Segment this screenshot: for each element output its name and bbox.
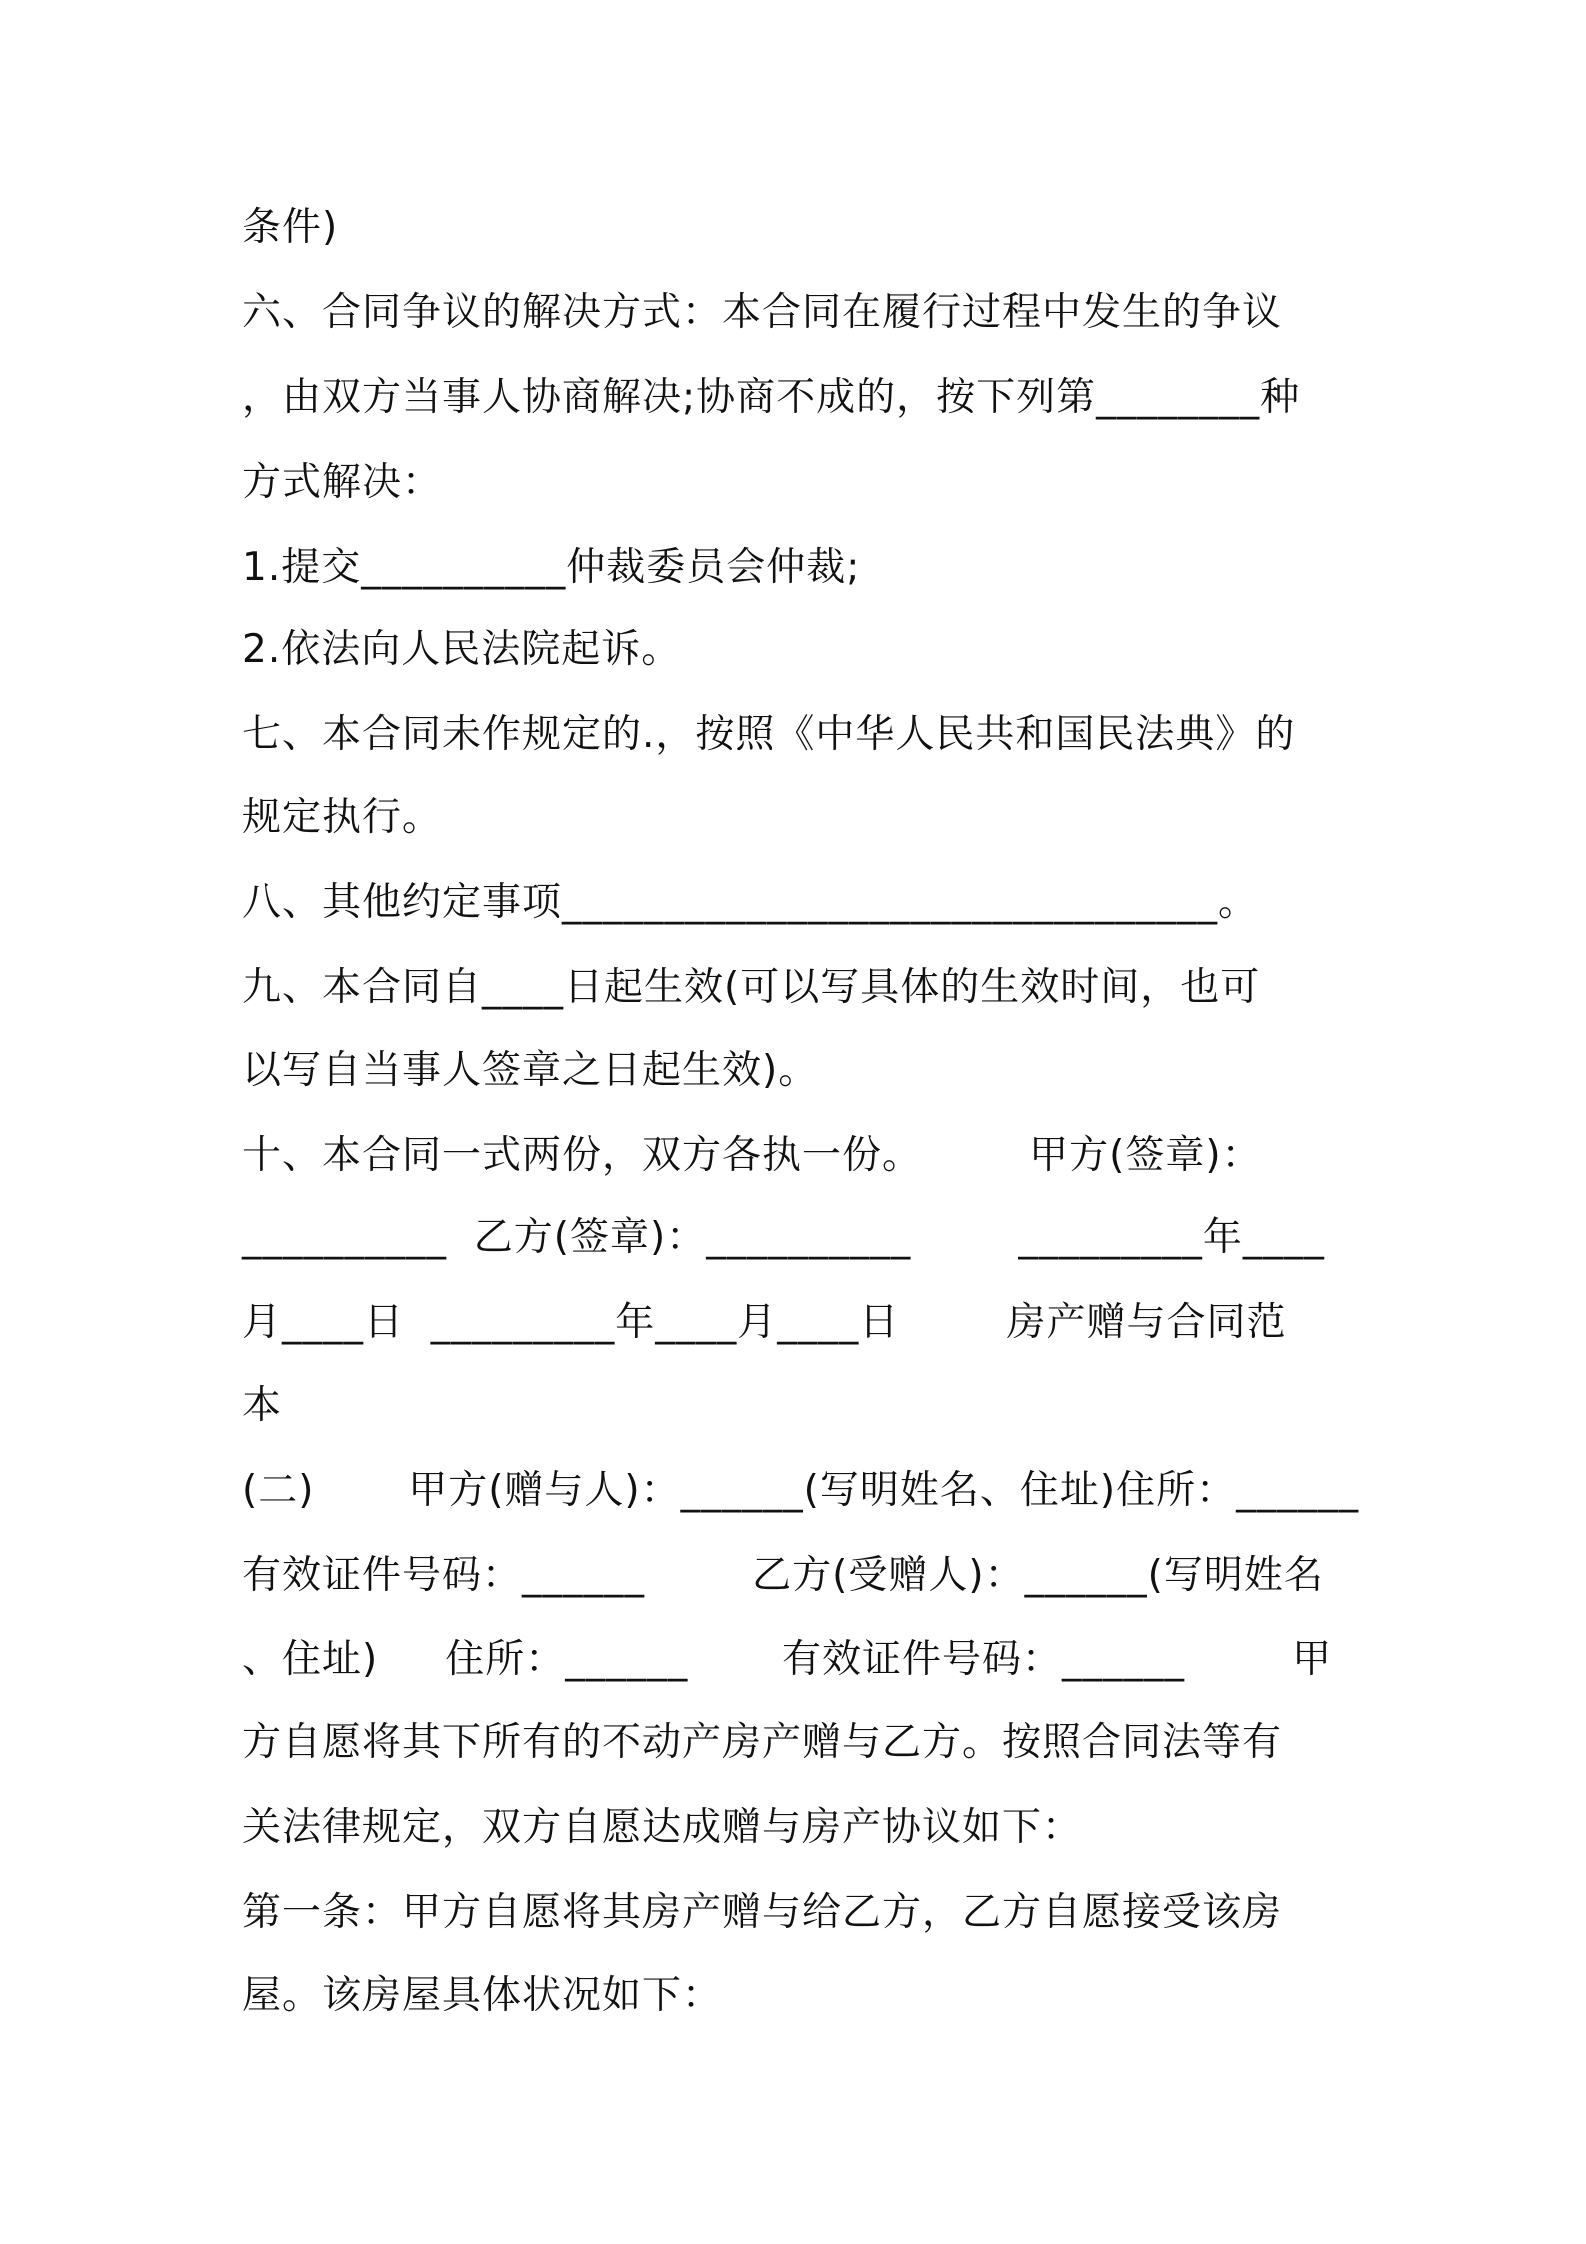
text-line: 有效证件号码：______ 乙方(受赠人)：______(写明姓名	[242, 1553, 1324, 1598]
text-line: 第一条：甲方自愿将其房产赠与给乙方，乙方自愿接受该房	[242, 1890, 1283, 1935]
text-line: (二) 甲方(赠与人)：______(写明姓名、住址)住所：______	[242, 1468, 1360, 1513]
text-line: 八、其他约定事项________________________________。	[242, 880, 1259, 925]
text-line: 1.提交__________仲裁委员会仲裁;	[242, 545, 861, 590]
text-line: 条件)	[242, 205, 339, 250]
text-line: 九、本合同自____日起生效(可以写具体的生效时间，也可	[242, 965, 1261, 1010]
text-line: 规定执行。	[242, 795, 443, 840]
text-line: ，由双方当事人协商解决;协商不成的，按下列第________种	[242, 375, 1301, 420]
text-line: 、住址) 住所：______ 有效证件号码：______ 甲	[242, 1637, 1333, 1682]
text-line: 屋。该房屋具体状况如下：	[242, 1973, 723, 2018]
text-line: 关法律规定，双方自愿达成赠与房产协议如下：	[242, 1805, 1083, 1850]
text-line: 本	[242, 1383, 283, 1428]
text-line: 六、合同争议的解决方式：本合同在履行过程中发生的争议	[242, 290, 1283, 335]
text-line: 方自愿将其下所有的不动产房产赠与乙方。按照合同法等有	[242, 1720, 1283, 1765]
text-line: 月____日 _________年____月____日 房产赠与合同范	[242, 1300, 1287, 1345]
text-line: 以写自当事人签章之日起生效)。	[242, 1048, 819, 1093]
text-line: __________ 乙方(签章)：__________ _________年____	[242, 1215, 1325, 1260]
text-line: 方式解决：	[242, 460, 443, 505]
text-line: 十、本合同一式两份，双方各执一份。 甲方(签章)：	[242, 1133, 1262, 1178]
text-line: 七、本合同未作规定的.，按照《中华人民共和国民法典》的	[242, 712, 1296, 757]
text-line: 2.依法向人民法院起诉。	[242, 627, 682, 672]
